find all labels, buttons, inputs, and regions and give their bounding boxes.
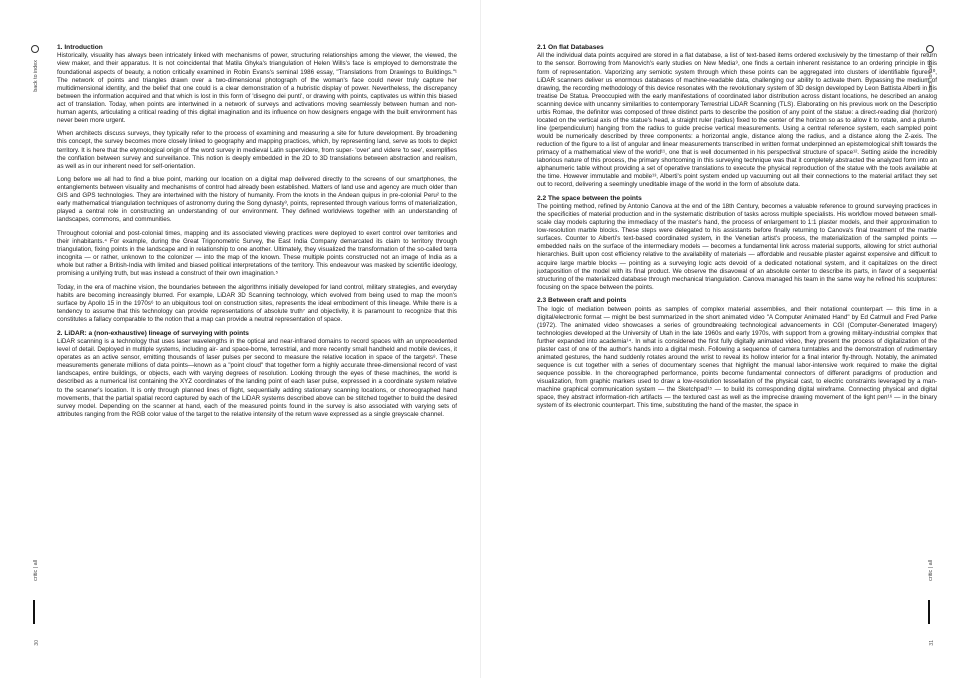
- left-column: [57, 44, 457, 664]
- paragraph: When architects discuss surveys, they typically refer to the process of examining and measuring a site for future development. By broadening this concept, the survey becomes more closely linked to geography and mapping practices, which, by representing land, serve as tools to depict territory. It is here that the etymological origin of the word survey in medieval Latin supervidere, from super- 'over' and videre 'to see', exemplifies the conflation between survey and surveillance. This notion is deeply embedded in the 2D to 3D translations between abstraction and realism, as well as in our inherent need for self-orientation.: [57, 130, 457, 170]
- paragraph: Throughout colonial and post-colonial times, mapping and its associated viewing practices were deployed to exert control over territories and their inhabitants.⁴ For example, during the Great Trigonometric Survey, the East India Company demarcated its claim to territory through triangulation, fixing points in the landscape and in relationship to one another. Ultimately, they visualized the transformation of the so-called terra incognita — or rather, unknown to the colonizer — into the map of the known. These multiple points constructed not an image of India as a whole but rather a British-India with limited and biased political interpretations of the territory. This endeavour was masked by scientific ideology, promising a unifying truth, but was instead a construct of their own imagination.⁵: [57, 230, 457, 278]
- back-to-index-link[interactable]: back to index: [928, 60, 934, 92]
- page-number: 31: [929, 640, 935, 646]
- critic-all-label: critic | all: [928, 560, 934, 581]
- right-page: [480, 0, 960, 678]
- circle-icon[interactable]: [31, 45, 39, 53]
- page-number: 30: [34, 640, 40, 646]
- paragraph: The logic of mediation between points as samples of complex material assemblies, and their notational counterpart — this time in a digital/electronic format — might be best summarized in the short animated video "A Computer Animated Hand" by Ed Catmull and Fred Parke (1972). The animated video showcases a series of groundbreaking technological advancements in CGI (Computer-Generated Imagery) technologies developed at the University of Utah in the late 1960s and early 1970s, with support from a growing military-industrial complex that further expanded into academia¹⁴. In what is considered the first fully digitally animated video, they present the process of digitalization of the plaster cast of one of the author's hands into a digital mesh. Following a sequence of camera turntables and the demonstration of rudimentary animated gestures, the hand suddenly rotates around the wrist to reveal its hollow interior for a final interior fly-through. Notably, the animated sequence is cut together with a series of documentary scenes that highlight the manual labor-intensive work required to make the digital sequence possible. In the choreographed performance, points become fundamental connectors of different paradigms of production and visualization, from graphic markers used to draw a low-resolution tessellation of the physical cast, to electric constraints leveraged by a man-machine graphical communication system — the Sketchpad¹⁵ — to build its corresponding digital wireframe. Connecting physical and digital space, they abstract information-rich artifacts — the textured cast as well as the imprecise drawing movement of the light pen¹⁶ — in the binary system of its electronic counterpart. This time, substituting the hand of the master, the space in: [537, 305, 937, 410]
- section-heading: 2. LiDAR: a (non-exhaustive) lineage of surveying with points: [57, 329, 249, 337]
- section-heading: 2.3 Between craft and points: [537, 297, 627, 305]
- right-column: [537, 44, 937, 664]
- critic-all-label: critic | all: [33, 560, 39, 581]
- paragraph: Long before we all had to find a blue point, marking our location on a digital map delivered directly to the screens of our smartphones, the entanglements between visuality and mechanisms of control had already been established. Matters of land use and agency are much older than GIS and GPS technologies. They are intertwined with the history of humanity. From the knots in the Andean quipus in pre-colonial Peru² to the early mathematical triangulation techniques of astronomy during the Song dynasty³, points, represented through various forms of materialization, played a central role in constructing an understanding of our environment. They defined worldviews together with an understanding of landscapes, commons, and communities.: [57, 176, 457, 224]
- paragraph: The pointing method, refined by Antonio Canova at the end of the 18th Century, becomes a valuable reference to ground surveying practices in the specificities of material production and in the systematic distribution of tasks across multiple specialists. His workflow moved between small-scale clay models capturing the immediacy of the master's hand, the process of enlargement to 1:1 plaster models, and their approximation to low-resolution marble blocks. These steps were delegated to his assistants before finally returning to Canova's final treatment of the marble surfaces. Counter to Alberti's text-based coordinated system, in the Venetian artist's process, the materialization of the sampled points — embedded nails on the surface of the intermediary models — becomes a fundamental link across material supports, allowing for strict authorial hierarchies. Built upon cost efficiency relative to the availability of materials — affordable and reusable plaster against expensive and difficult to acquire large marble blocks — pointing as a surveying logic acts devoid of a dedicated notational system, and it capitalizes on the direct juxtaposition of the model with its final product. We observe the disavowal of an absolute center to describe its parts, in favor of a sequential structuring of the materialized database through mechanical triangulation. Canova managed his team in the same way he refined his sculptures: focusing on the space between the points.: [537, 203, 937, 291]
- section-heading: 2.2 The space between the points: [537, 194, 642, 202]
- paragraph: Today, in the era of machine vision, the boundaries between the algorithms initially developed for land control, military strategies, and everyday habits are becoming increasingly blurred. For example, LiDAR 3D Scanning technology, which evolved from being used to map the moon's surface by Apollo 15 in the 1970s⁶ to an ubiquitous tool on construction sites, represents the ideal embodiment of this lineage. While there is a tendency to assume that this technology can provide representations of absolute truth⁷ and objectivity, it is paramount to recognize that this constitutes a fallacy comparable to the notion that a map can provide a neutral representation of space.: [57, 284, 457, 324]
- paragraph: All the individual data points acquired are stored in a flat database, a list of text-based items ordered exclusively by the timestamp of their return to the sensor. Borrowing from Manovich's early studies on New Media⁹, one finds a certain inherent resistance to an ordering principle in this form of representation. Vaporizing any semiotic system through which these points can be aggregated into clusters of identifiable figures¹⁰, LiDAR scanners deliver us enormous databases of machine-readable data, challenging our ability to activate them. Bypassing the medium of drawing, the recording methodology of this device resonates with the revolutionary system of 3D design developed by Leon Battista Alberti in his treatise De Statua. Preoccupied with the early manifestations of coordinated labor distribution across distant locations, he described an analog scanning device with uncanny similarities to contemporary Terrestrial LiDAR Scanning (TLS). Elaborating on his previous work on the Descriptio urbis Romae, the definitor was composed of three distinct parts to describe the position of any point of the statue: a direct-reading dial (horizon) located on the vertical axis of the statue's head, a straight ruler (radius) fixed to the center of the horizon so as to allow it to rotate, and a plumb-line (perpendiculum) hanging from the radius to guide precise vertical measurements. Using a central reference system, each sampled point would be numerically described by three components: a horizontal angle, distance along the radius, and a distance along the Z-axis. The reduction of the figure to a list of angular and linear measurements transcribed in written format underpinned an epistemological shift towards the primacy of a mathematical view of the world¹¹, one that is well documented in his perspectival structure of space¹². Setting aside the incredibly laborious nature of this process, the primary shortcoming in this surveying technique was that it completely abstracted the analyzed form into an alphanumeric table without providing a set of operative translations to execute the physical reproduction of the statue with the tools available at the time. However immutable and mobile¹³, Alberti's point system ended up vacuuming out all their connections to the material artifact they set out to record, delivering a seemingly uneditable image of the world in the form of absolute data.: [537, 52, 937, 189]
- paragraph: Historically, visuality has always been intricately linked with mechanisms of power, structuring relationships among the viewer, the viewed, the view maker, and their apparatus. It is not coincidental that Matila Ghyka's triangulation of Helen Wills's face is employed to demonstrate the foundational aspects of beauty, a notion critically examined in Robin Evans's seminal 1986 essay, "Translations from Drawings to Buildings."¹ The network of points and triangles drawn over a two-dimensional photograph of the woman's face could never truly capture her multidimensional identity, and the belief that one could is a clear demonstration of a hubristic display of power. Nevertheless, the discrepancy between the information acquired and that which is lost in this form of 'disegno dei punti', or drawing with points, captivates us within this biased act of translation. Today, when points are intertwined in a network of surveys and activations moving seamlessly between human and non-human agents, articulating a critical reading of this digital imagination and its influence on how designers engage with the built environment has never been more urgent.: [57, 52, 457, 124]
- side-bar-marker: [33, 600, 35, 624]
- back-to-index-link[interactable]: back to index: [33, 60, 39, 92]
- section-heading: 2.1 On flat Databases: [537, 44, 604, 51]
- paragraph: LiDAR scanning is a technology that uses laser wavelengths in the optical and near-infrared domains to record spaces with an unprecedented level of detail. Deployed in multiple systems, including air- and space-borne, terrestrial, and more recently small handheld and mobile devices, it operates as an active sensor, emitting thousands of laser pulses per second to measure the relative location in space of the targets⁸. These measurements generate millions of data points—known as a "point cloud" that together form a highly accurate three-dimensional record of vast landscapes, entire buildings, or objects, each with varying degrees of resolution. Looking through the eyes of these machines, the world is described as a numerical list containing the XYZ coordinates of the landing point of each laser pulse, expressed in a coordinate system relative to the scanner's location. It is only through planned lines of flight, sequentially adding stationary scanning locations, or choreographed hand movements, that the partial spatial record captured by each of the LiDAR systems described above can be stitched together to build the desired survey model. Depending on the scanner at hand, each of the measured points found in the survey is also associated with varying sets of attributes ranging from the RGB color value of the target to the relative intensity of the return wave expressed as a single greyscale channel.: [57, 338, 457, 418]
- section-heading: 1. Introduction: [57, 44, 103, 51]
